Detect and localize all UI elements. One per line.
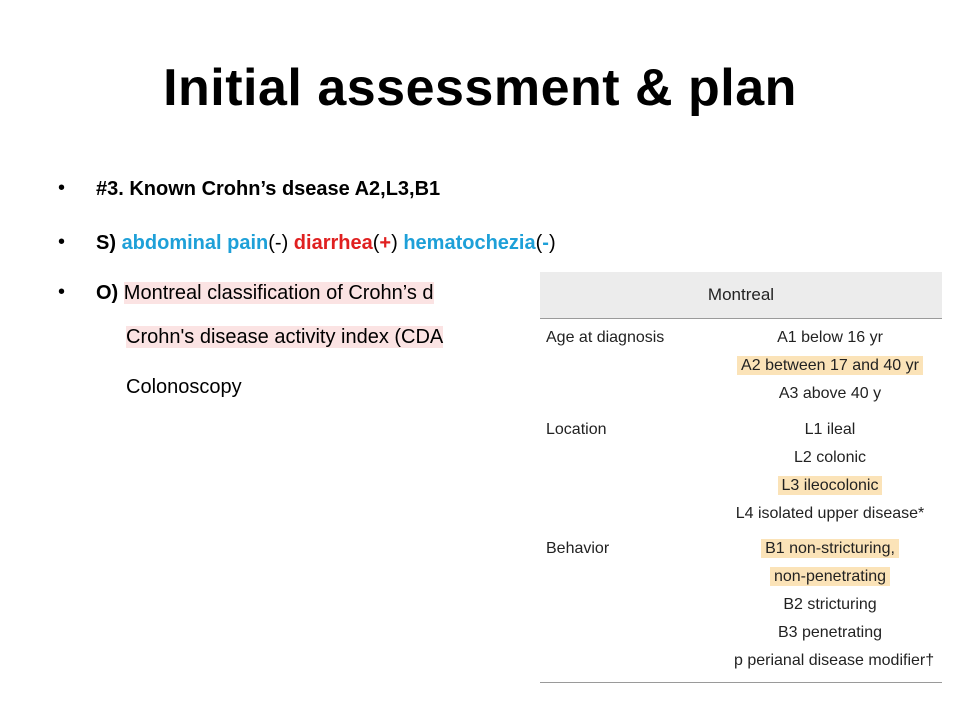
montreal-classification-text: Montreal classification of Crohn’s d [123,282,434,304]
value-l3 [730,477,930,495]
subjective-label: S) [96,232,122,254]
value-l1: L1 ileal [804,421,856,438]
value-l4: L4 isolated upper disease* [735,505,925,522]
highlight-a2: A2 between 17 and 40 yr [737,356,923,375]
value-b1-line1 [730,540,930,558]
symptom-diarrhea: diarrhea [293,232,373,254]
highlight-b1-line2: non-penetrating [770,567,890,586]
value-a3: A3 above 40 y [778,385,882,402]
objective-label: O) [96,282,124,304]
sub-line-colonoscopy: Colonoscopy [126,376,242,398]
bullet-dot: • [58,231,66,253]
value-b1-line2 [730,568,930,586]
sign-abdominal-pain: (-) [268,232,289,254]
montreal-table-image [540,272,942,684]
highlight-l3: L3 ileocolonic [778,476,883,495]
bullet-text-diagnosis: #3. Known Crohn’s dsease A2,L3,B1 [96,178,441,200]
value-perianal: p perianal disease modifier† [734,652,935,669]
value-a2 [730,357,930,375]
montreal-header-label: Montreal [707,285,775,304]
category-age: Age at diagnosis [546,329,665,346]
symptom-abdominal-pain: abdominal pain [121,232,269,254]
sign-diarrhea: (+) [372,232,398,254]
bullet-dot: • [58,177,66,199]
slide-title: Initial assessment & plan [163,59,797,117]
cdai-text: Crohn's disease activity index (CDA [126,326,444,348]
category-behavior: Behavior [546,540,610,557]
value-b2: B2 stricturing [783,596,877,613]
value-l2: L2 colonic [793,449,867,466]
value-a1: A1 below 16 yr [777,329,883,346]
category-location: Location [546,421,607,438]
highlight-b1-line1: B1 non-stricturing, [761,539,899,558]
montreal-table-header [540,272,942,319]
sign-hematochezia: (-) [535,232,556,254]
bullet-text-objective [96,282,434,305]
sign-minus: - [542,232,549,254]
table-bottom-rule [540,682,942,683]
sub-line-cdai [126,326,443,349]
bullet-dot: • [58,281,66,303]
sign-plus: + [379,232,392,254]
symptom-hematochezia: hematochezia [403,232,536,254]
bullet-text-subjective [96,232,556,255]
value-b3: B3 penetrating [777,624,883,641]
